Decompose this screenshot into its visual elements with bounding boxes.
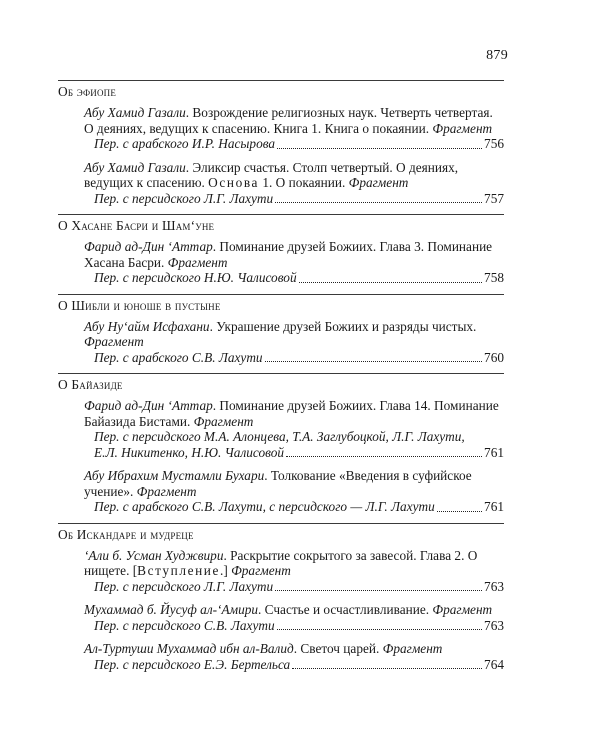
toc-section (58, 377, 504, 515)
translator-line (94, 657, 504, 673)
dot-leader (286, 455, 482, 457)
entry-text: . Светоч царей. (293, 641, 383, 656)
translator: Е.Л. Никитенко, Н.Ю. Чалисовой (94, 444, 284, 460)
entry-text: . Толкование «Введения в суфийское учение». (84, 468, 472, 499)
toc-entry (84, 398, 504, 460)
fragment-label: Фрагмент (84, 334, 144, 349)
section-title: Об Искандаре и мудреце (58, 526, 194, 542)
toc-entry (84, 548, 504, 595)
section-title: О Шибли и юноше в пустыне (58, 297, 221, 313)
entry-text-spaced: Вступление (137, 563, 221, 578)
section-divider (58, 373, 504, 374)
translator-line (94, 579, 504, 595)
page-ref: 761 (484, 444, 504, 460)
translator: Пер. с персидского М.А. Алонцева, Т.А. Заглубоцкой, Л.Г. Лахути, (94, 429, 465, 444)
translator-line (94, 136, 504, 152)
section-title: Об эфиопе (58, 84, 117, 99)
dot-leader (437, 510, 482, 512)
translator-line (94, 499, 504, 515)
entry-author: Абу Ну‘айм Исфахани (84, 318, 210, 334)
dot-leader (265, 360, 482, 362)
entry-title (84, 160, 504, 191)
section-divider (58, 80, 504, 81)
entry-title (84, 105, 504, 136)
entry-author: Абу Хамид Газали (84, 159, 186, 175)
translator: Пер. с персидского Л.Г. Лахути (94, 190, 274, 206)
table-of-contents (58, 74, 504, 680)
toc-entry (84, 641, 504, 672)
translator: Пер. с арабского И.Р. Насырова (94, 136, 276, 151)
section-divider (58, 523, 504, 524)
entry-author: Абу Хамид Газали (84, 105, 186, 120)
toc-entry (84, 468, 504, 515)
translator-line (94, 618, 504, 634)
entry-author: ‘Али б. Усман Худжвири (84, 547, 224, 563)
page-ref: 756 (484, 136, 504, 151)
toc-entry (84, 319, 504, 366)
page-number: 879 (486, 48, 508, 63)
page-ref: 758 (484, 270, 504, 285)
translator: Пер. с персидского Н.Ю. Чалисовой (94, 270, 297, 285)
entry-text: 1. О покаянии. (259, 175, 349, 190)
fragment-label: Фрагмент (382, 641, 443, 656)
entry-text: . Счастье и осчастливливание. (258, 602, 433, 617)
entry-title (84, 319, 504, 350)
dot-leader (277, 628, 482, 630)
dot-leader (299, 281, 482, 283)
translator: Пер. с персидского С.В. Лахути (94, 617, 275, 633)
entry-title (84, 398, 504, 429)
section-divider (58, 214, 504, 215)
toc-section (58, 527, 504, 673)
toc-entry (84, 160, 504, 207)
entry-title (84, 468, 504, 499)
toc-entry (84, 602, 504, 633)
fragment-label: Фрагмент (432, 120, 493, 136)
entry-author: Ал-Туртуши Мухаммад ибн ал-Валид (84, 641, 294, 656)
translator-line (94, 350, 504, 366)
toc-entry (84, 105, 504, 152)
section-title: О Хасане Басри и Шам‘уне (58, 218, 215, 233)
dot-leader (292, 667, 482, 669)
translator-line (94, 191, 504, 207)
fragment-label: Фрагмент (348, 175, 409, 190)
toc-entry (84, 239, 504, 286)
fragment-label: Фрагмент (167, 254, 228, 270)
page-ref: 764 (484, 656, 504, 672)
section-divider (58, 294, 504, 295)
translator-line (94, 270, 504, 286)
entry-text-spaced: Основа (208, 175, 260, 190)
fragment-label: Фрагмент (136, 483, 197, 499)
entry-text: . Поминание друзей Божиих. Глава 14. Поминание Байазида Бистами. (84, 398, 499, 429)
dot-leader (277, 147, 482, 149)
entry-text: . Раскрытие сокрытого за завесой. Глава 2. О нищете. [ (84, 547, 478, 578)
page-ref: 761 (484, 499, 504, 514)
page-ref: 757 (484, 190, 504, 206)
entry-text: .] (220, 563, 232, 578)
translator: Пер. с арабского С.В. Лахути (94, 349, 263, 365)
translator: Пер. с персидского Е.Э. Бертельса (94, 656, 291, 672)
entry-title (84, 239, 504, 270)
entry-text: . Украшение друзей Божиих и разряды чистых. (209, 318, 477, 334)
entry-author: Фарид ад-Дин ‘Аттар (84, 398, 213, 413)
fragment-label: Фрагмент (432, 602, 493, 617)
translator-last-line (94, 445, 504, 461)
toc-section (58, 298, 504, 366)
dot-leader (275, 201, 482, 203)
toc-section (58, 218, 504, 286)
toc-section (58, 84, 504, 206)
fragment-label: Фрагмент (193, 413, 254, 429)
page-ref: 763 (484, 617, 504, 633)
entry-text: . Поминание друзей Божиих. Глава 3. Поминание Хасана Басри. (84, 239, 493, 270)
entry-title (84, 602, 504, 618)
entry-text: . Эликсир счастья. Столп четвертый. О деяниях, ведущих к спасению. (84, 159, 459, 190)
entry-title (84, 641, 504, 657)
translator-line (94, 429, 504, 460)
page-ref: 763 (484, 578, 504, 594)
entry-author: Мухаммад б. Йусуф ал-‘Амири (84, 602, 259, 617)
entry-text: . Возрождение религиозных наук. Четверть четвертая. О деяниях, ведущих к спасению. Книга 1. Книга о покаянии. (84, 105, 493, 136)
translator: Пер. с персидского Л.Г. Лахути (94, 578, 274, 594)
translator: Пер. с арабского С.В. Лахути, с персидского — Л.Г. Лахути (94, 499, 435, 514)
entry-author: Абу Ибрахим Мустамли Бухари (84, 468, 265, 483)
fragment-label: Фрагмент (231, 563, 291, 578)
section-title: О Байазиде (58, 377, 123, 392)
dot-leader (275, 589, 482, 591)
entry-author: Фарид ад-Дин ‘Аттар (84, 239, 213, 254)
entry-title (84, 548, 504, 579)
page-ref: 760 (484, 349, 504, 365)
